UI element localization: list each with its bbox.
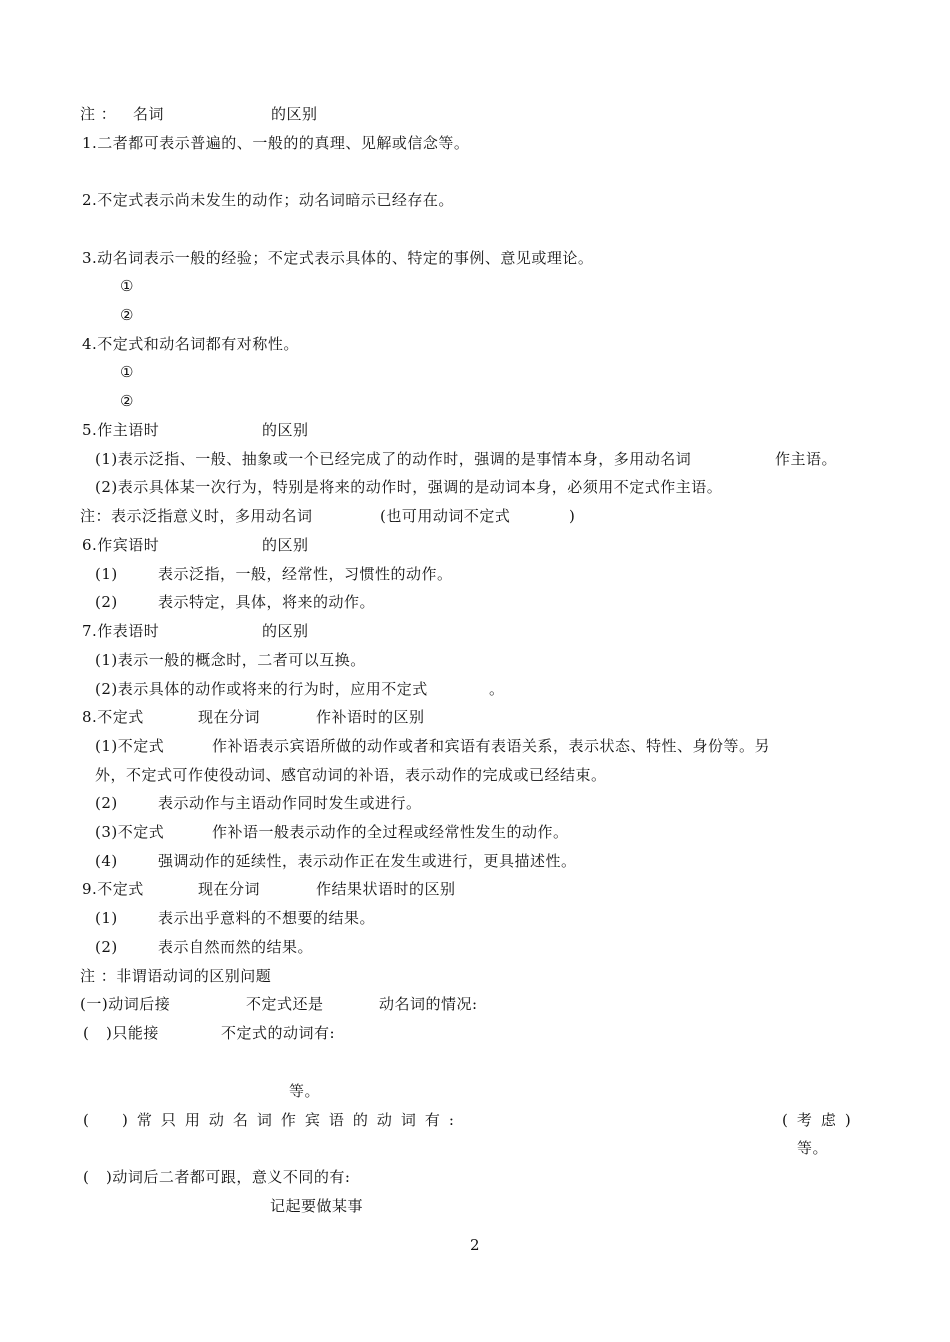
point-8-1-cont: 外，不定式可作使役动词、感官动词的补语，表示动作的完成或已经结束。 <box>95 766 607 784</box>
point-3: 3.动名词表示一般的经验；不定式表示具体的、特定的事例、意见或理论。 <box>82 249 594 267</box>
sub-1-open: ( <box>83 1024 90 1042</box>
point-9: 9.不定式 <box>82 880 144 898</box>
sub-2-consider: (考虑) <box>782 1111 860 1129</box>
note-nonfinite: 注 ：非谓语动词的区别问题 <box>80 967 272 985</box>
point-8-suffix: 作补语时的区别 <box>316 708 425 726</box>
point-8-1: (1)不定式 <box>95 737 165 755</box>
sub-2-etc: 等。 <box>797 1139 829 1157</box>
point-8-3: (3)不定式 <box>95 823 165 841</box>
sub-1: )只能接 <box>106 1024 159 1042</box>
section-1: (一)动词后接 <box>80 995 171 1013</box>
section-1-mid: 不定式还是 <box>246 995 324 1013</box>
sub-2: )常只用动名词作宾语的动词有: <box>122 1111 463 1129</box>
circled-2b: ② <box>120 392 134 410</box>
circled-1: ① <box>120 277 134 295</box>
point-5: 5.作主语时 <box>82 421 160 439</box>
point-9-2: 表示自然而然的结果。 <box>158 938 314 956</box>
point-5-suffix: 的区别 <box>262 421 309 439</box>
point-8-2: 表示动作与主语动作同时发生或进行。 <box>158 794 422 812</box>
point-1: 1.二者都可表示普遍的、一般的的真理、见解或信念等。 <box>82 134 470 152</box>
point-7-suffix: 的区别 <box>262 622 309 640</box>
point-8-2-num: (2) <box>95 794 118 812</box>
point-8-mid: 现在分词 <box>198 708 261 726</box>
circled-2: ② <box>120 306 134 324</box>
point-7: 7.作表语时 <box>82 622 160 640</box>
point-9-1: 表示出乎意料的不想要的结果。 <box>158 909 376 927</box>
point-2: 2.不定式表示尚未发生的动作；动名词暗示已经存在。 <box>82 191 454 209</box>
sub-1-etc: 等。 <box>289 1082 321 1100</box>
point-6-suffix: 的区别 <box>262 536 309 554</box>
point-6-2: 表示特定，具体，将来的动作。 <box>158 593 376 611</box>
note-heading-term: 名词 <box>133 105 165 123</box>
point-6: 6.作宾语时 <box>82 536 160 554</box>
point-6-1: 表示泛指，一般，经常性，习惯性的动作。 <box>158 565 453 583</box>
point-8-4: 强调动作的延续性，表示动作正在发生或进行，更具描述性。 <box>158 852 577 870</box>
point-7-2-end: 。 <box>489 680 505 698</box>
point-9-suffix: 作结果状语时的区别 <box>316 880 456 898</box>
point-5-2: (2)表示具体某一次行为，特别是将来的动作时，强调的是动词本身，必须用不定式作主语。 <box>95 478 723 496</box>
point-5-1-end: 作主语。 <box>775 450 838 468</box>
point-9-mid: 现在分词 <box>198 880 261 898</box>
point-9-2-num: (2) <box>95 938 118 956</box>
note-5-paren: (也可用动词不定式 <box>380 507 511 525</box>
point-9-1-num: (1) <box>95 909 118 927</box>
circled-1b: ① <box>120 363 134 381</box>
sub-2-open: ( <box>83 1111 90 1129</box>
point-8-3-text: 作补语一般表示动作的全过程或经常性发生的动作。 <box>212 823 569 841</box>
page-number: 2 <box>470 1236 480 1254</box>
point-8: 8.不定式 <box>82 708 144 726</box>
sub-1-end: 不定式的动词有: <box>221 1024 336 1042</box>
point-8-1-text: 作补语表示宾语所做的动作或者和宾语有表语关系，表示状态、特性、身份等。另 <box>212 737 771 755</box>
sub-3-open: ( <box>83 1168 90 1186</box>
sub-3-item: 记起要做某事 <box>270 1197 364 1215</box>
point-5-1: (1)表示泛指、一般、抽象或一个已经完成了的动作时，强调的是事情本身，多用动名词 <box>95 450 692 468</box>
point-6-2-num: (2) <box>95 593 118 611</box>
note-heading-suffix: 的区别 <box>271 105 318 123</box>
note-5-paren-close: ) <box>569 507 576 525</box>
note-heading: 注 ： <box>80 105 117 123</box>
point-4: 4.不定式和动名词都有对称性。 <box>82 335 299 353</box>
section-1-end: 动名词的情况: <box>379 995 478 1013</box>
point-7-2: (2)表示具体的动作或将来的行为时，应用不定式 <box>95 680 428 698</box>
point-8-4-num: (4) <box>95 852 118 870</box>
sub-3: )动词后二者都可跟，意义不同的有: <box>106 1168 351 1186</box>
point-7-1: (1)表示一般的概念时，二者可以互换。 <box>95 651 366 669</box>
note-5: 注：表示泛指意义时，多用动名词 <box>80 507 313 525</box>
point-6-1-num: (1) <box>95 565 118 583</box>
